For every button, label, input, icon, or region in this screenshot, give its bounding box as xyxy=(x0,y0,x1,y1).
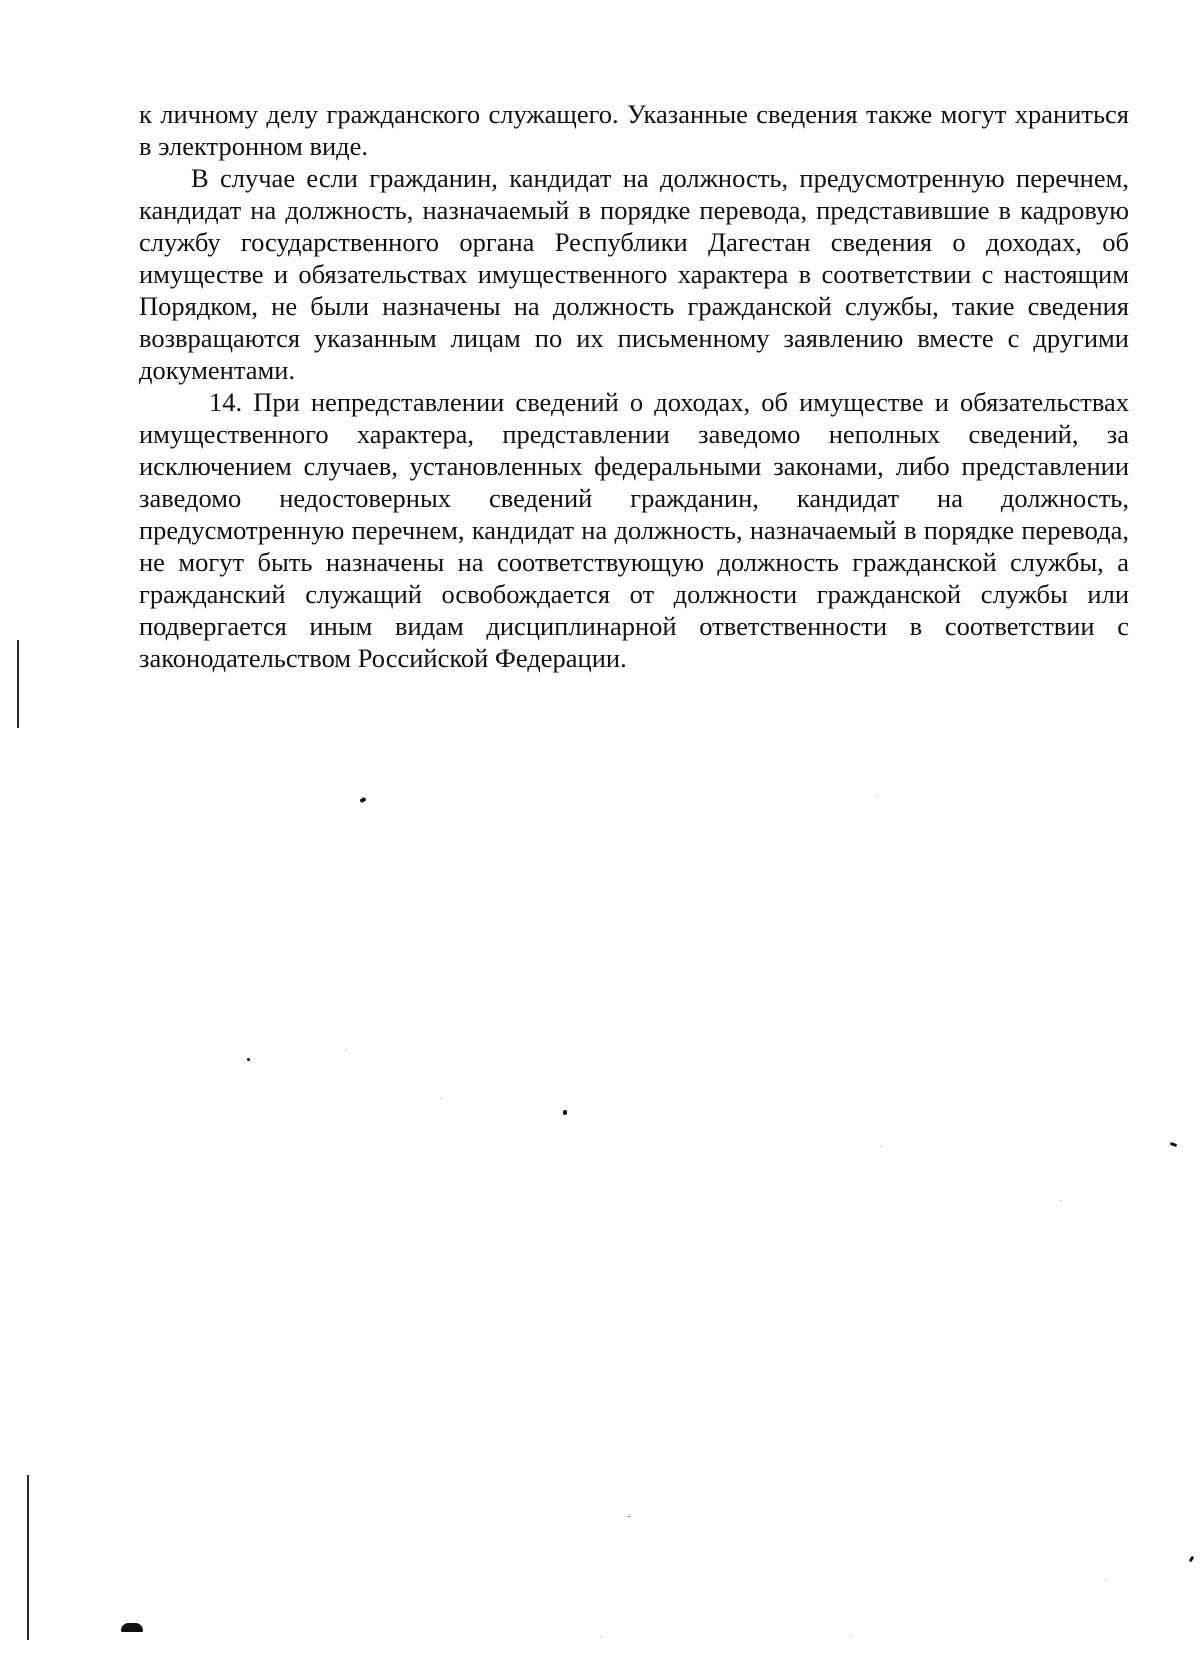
scan-dust xyxy=(440,1098,442,1099)
paragraph-return-of-documents: В случае если гражданин, кандидат на должность, предусмотренную перечнем, кандидат на должность, назначаемый в порядке перевода, представившие в кадровую службу государственного органа Республики Дагестан сведения о доходах, об имуществе и обязательствах имущественного характера в соответствии с настоящим Порядком, не были назначены на должность гражданской службы, такие сведения возвращаются указанным лицам по их письменному заявлению вместе с другими документами. xyxy=(139,163,1129,385)
paragraph-continuation: к личному делу гражданского служащего. Указанные сведения также могут храниться в электронном виде. xyxy=(139,99,1129,161)
scan-dust xyxy=(1060,1200,1062,1201)
scan-dust xyxy=(850,1636,852,1637)
scan-dust xyxy=(880,1146,882,1147)
scan-dust xyxy=(345,1050,347,1051)
scan-dust xyxy=(628,1516,630,1517)
scan-speck xyxy=(359,797,366,803)
scan-dust xyxy=(876,796,878,797)
scan-margin-line-upper xyxy=(17,640,19,728)
scan-dust xyxy=(600,1636,602,1637)
scan-dust xyxy=(1105,1580,1107,1581)
scan-speck xyxy=(563,1110,567,1115)
scan-margin-line-lower xyxy=(27,1475,29,1640)
scan-blot xyxy=(121,1623,143,1632)
scan-speck xyxy=(1189,1556,1195,1563)
document-body xyxy=(139,98,1129,674)
scan-speck xyxy=(1170,1142,1178,1147)
paragraph-14: 14. При непредставлении сведений о доходах, об имуществе и обязательствах имущественного характера, представлении заведомо неполных сведений, за исключением случаев, установленных федеральными законами, либо представлении заведомо недостоверных сведений гражданин, кандидат на должность, предусмотренную перечнем, кандидат на должность, назначаемый в порядке перевода, не могут быть назначены на соответствующую должность гражданской службы, а гражданский служащий освобождается от должности гражданской службы или подвергается иным видам дисциплинарной ответственности в соответствии с законодательством Российской Федерации. xyxy=(139,387,1129,673)
scan-speck xyxy=(247,1058,250,1061)
